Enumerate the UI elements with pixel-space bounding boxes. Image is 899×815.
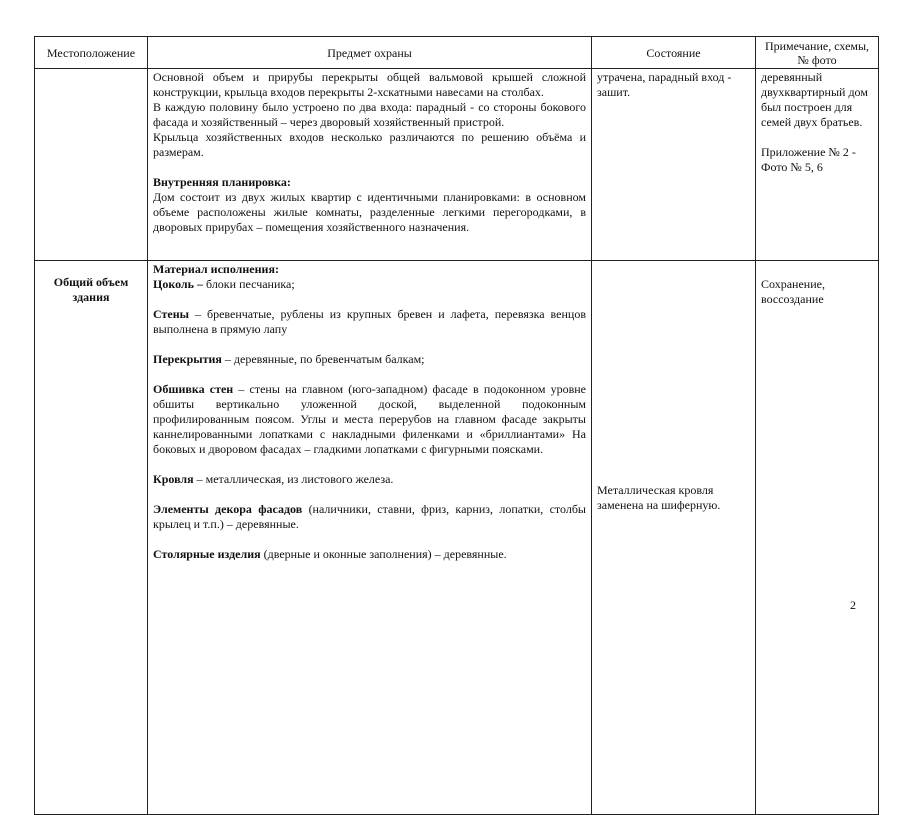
header-state: Состояние (592, 37, 756, 69)
entrances-description: В каждую половину было устроено по два входа: парадный - со стороны бокового фасада и хозяйственный – через дворовый хозяйственный пристрой. (153, 100, 586, 129)
row2-location: Общий объем здания (35, 261, 148, 815)
porches-description: Крыльца хозяйственных входов несколько различаются по решению объёма и размерам. (153, 130, 586, 159)
plinth-text: блоки песчаника; (203, 277, 295, 291)
row2-note: Сохранение, воссоздание (756, 261, 879, 815)
row2-subject (148, 261, 592, 815)
header-location: Местоположение (35, 37, 148, 69)
joinery-text: (дверные и оконные заполнения) – деревянные. (260, 547, 507, 561)
roof-label: Кровля (153, 472, 194, 486)
walls-item (153, 307, 586, 337)
row1-subject (148, 69, 592, 261)
decor-item (153, 502, 586, 532)
row2-state: Металлическая кровля заменена на шиферную. (592, 261, 756, 815)
floors-item (153, 352, 586, 367)
row1-state: утрачена, парадный вход - зашит. (592, 69, 756, 261)
table-header-row (35, 37, 879, 69)
floors-text: – деревянные, по бревенчатым балкам; (221, 352, 425, 366)
floors-label: Перекрытия (153, 352, 222, 366)
walls-label: Стены (153, 307, 190, 321)
table-row (35, 261, 879, 815)
material-title: Материал исполнения: (153, 262, 279, 276)
plinth-item (153, 277, 586, 292)
cladding-text: – стены на главном (юго-западном) фасаде в подоконном уровне обшиты вертикально уложенной доской, выделенной подоконным профилированным поясом. Углы и места перерубов на главном фасаде закрыты каннелированными лопатками с накладными филенками и «бриллиантами» На боковых и дворовом фасадах – гладкими лопатками с фигурными поясками. (153, 382, 586, 456)
page-number: 2 (850, 598, 856, 612)
cladding-item (153, 382, 586, 457)
planning-text: Дом состоит из двух жилых квартир с идентичными планировками: в основном объеме расположены жилые комнаты, разделенные легкими перегородками, в дворовых прирубах – помещения хозяйственного назначения. (153, 190, 586, 234)
decor-text: (наличники, ставни, фриз, карниз, лопатки, столбы крылец и т.п.) – деревянные. (153, 502, 586, 531)
header-note: Примечание, схемы, № фото (756, 37, 879, 69)
note-history: деревянный двухквартирный дом был построен для семей двух братьев. (761, 70, 868, 129)
joinery-label: Столярные изделия (153, 547, 261, 561)
note-appendix: Приложение № 2 - Фото № 5, 6 (761, 145, 856, 174)
roof-description: Основной объем и прирубы перекрыты общей вальмовой крышей сложной конструкции, крыльца входов перекрыты 2-хскатными навесами на столбах. (153, 70, 586, 99)
cladding-label: Обшивка стен (153, 382, 234, 396)
roofing-item (153, 472, 586, 487)
table-row (35, 69, 879, 261)
roof-text: – металлическая, из листового железа. (193, 472, 394, 486)
plinth-label: Цоколь – (153, 277, 204, 291)
row1-note (756, 69, 879, 261)
decor-label: Элементы декора фасадов (153, 502, 303, 516)
row1-location (35, 69, 148, 261)
joinery-item (153, 547, 586, 562)
planning-title: Внутренняя планировка: (153, 175, 291, 189)
walls-text: – бревенчатые, рублены из крупных бревен и лафета, перевязка венцов выполнена в прямую лапу (153, 307, 586, 336)
header-subject: Предмет охраны (148, 37, 592, 69)
protection-table (34, 36, 879, 815)
